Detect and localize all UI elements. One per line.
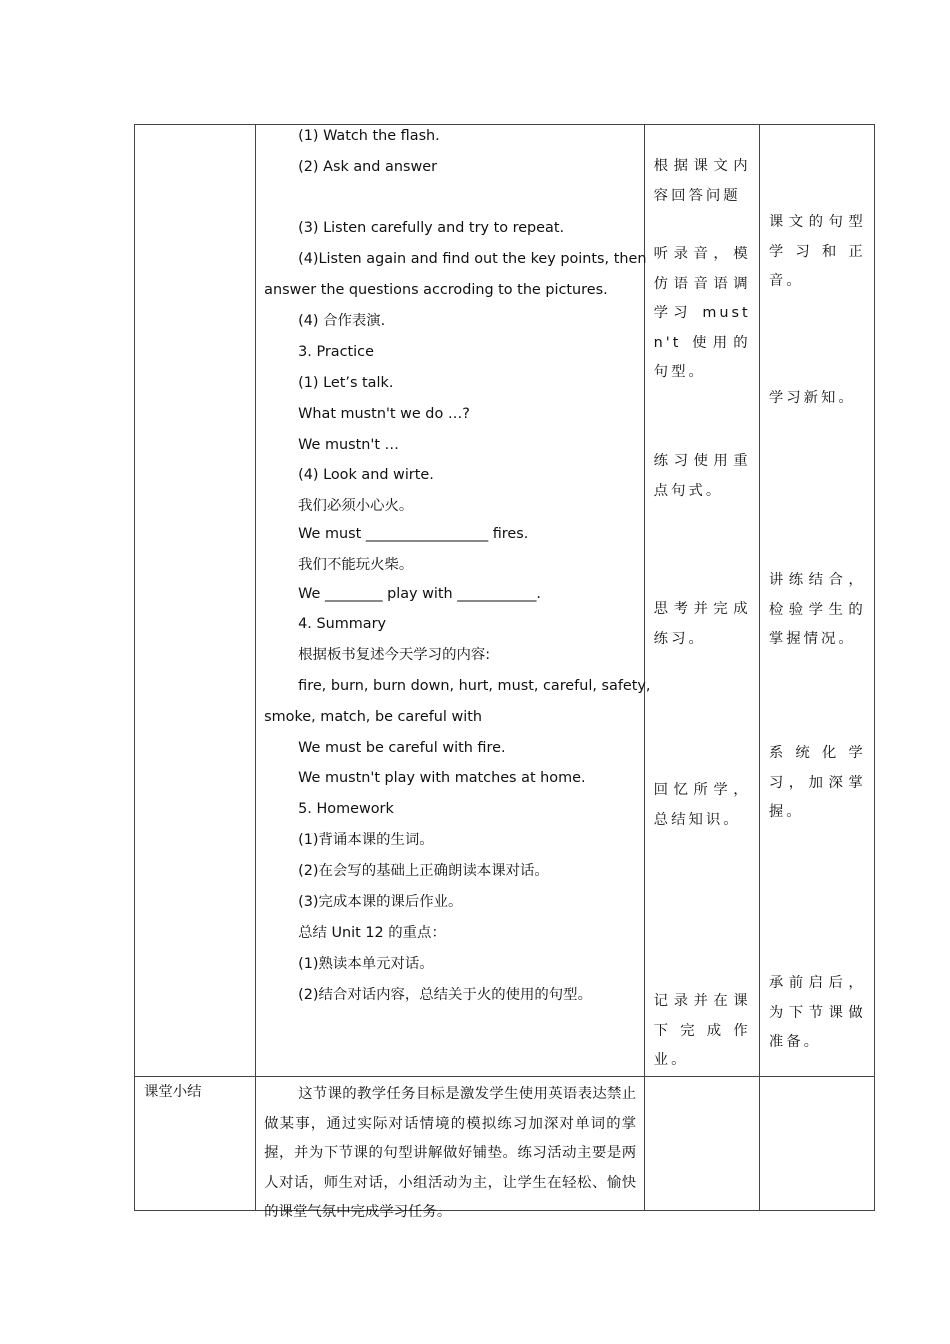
procedure-row [135,125,875,1077]
student-activity-4: 思考并完成练习。 [653,601,751,647]
summary-label-cell [135,1077,256,1211]
step-listen-again: (4)Listen again and find out the key points, then [298,251,647,267]
section-practice: 3. Practice [298,344,374,360]
step-lets-talk: (1) Let’s talk. [298,375,394,391]
summary-row [135,1077,875,1211]
student-activity-1: 根据课文内容回答问题 [653,158,751,204]
section-homework: 5. Homework [298,801,394,817]
unit-summary-title: 总结 Unit 12 的重点： [298,925,446,941]
student-activity-5: 回忆所学，总结知识。 [653,782,751,828]
student-activity-cell [644,125,759,1077]
step-role-play: (4) 合作表演. [298,313,386,329]
step-look-write: (4) Look and wirte. [298,467,434,483]
unit-summary-item-2: (2)结合对话内容，总结关于火的使用的句型。 [298,987,592,1003]
step-listen-repeat: (3) Listen carefully and try to repeat. [298,220,565,236]
section-summary: 4. Summary [298,616,387,632]
design-intent-5: 承前启后，为下节课做准备。 [768,975,866,1050]
summary-words-1: fire, burn, burn down, hurt, must, careful, safety, [298,678,651,694]
summary-sentence-2: We mustn't play with matches at home. [298,770,586,786]
student-activity-6: 记录并在课下完成作业。 [653,993,751,1068]
design-intent-cell [759,125,874,1077]
teaching-steps-cell [256,125,651,1077]
exercise-blank-2: We ________ play with ___________. [298,586,541,602]
homework-item-1: (1)背诵本课的生词。 [298,832,434,848]
step-listen-again-cont: answer the questions accroding to the pictures. [264,282,608,298]
summary-sentence-1: We must be careful with fire. [298,740,506,756]
summary-instruction: 根据板书复述今天学习的内容: [298,647,491,663]
homework-item-2: (2)在会写的基础上正确朗读本课对话。 [298,863,549,879]
student-activity-3: 练习使用重点句式。 [653,453,751,499]
summary-label: 课堂小结 [144,1084,202,1100]
example-question: What mustn't we do …? [298,406,470,422]
example-answer: We mustn't … [298,437,399,453]
homework-item-3: (3)完成本课的课后作业。 [298,894,463,910]
design-intent-4: 系统化学习，加深掌握。 [768,745,866,820]
lesson-plan-table [134,124,875,1221]
step-ask-answer: (2) Ask and answer [298,159,437,175]
summary-empty-cell-1 [644,1077,759,1211]
summary-words-2: smoke, match, be careful with [264,709,482,725]
unit-summary-item-1: (1)熟读本单元对话。 [298,956,434,972]
step-watch-flash: (1) Watch the flash. [298,128,440,144]
design-intent-1: 课文的句型学习和正音。 [768,214,866,289]
exercise-prompt-2: 我们不能玩火柴。 [298,557,414,573]
summary-paragraph: 这节课的教学任务目标是激发学生使用英语表达禁止做某事，通过实际对话情境的模拟练习加深对单词的掌握，并为下节课的句型讲解做好铺垫。练习活动主要是两人对话，师生对话，小组活动为主，让学生在轻松、愉快的课堂气氛中完成学习任务。 [264,1086,637,1221]
summary-text-cell [256,1077,645,1221]
student-activity-2: 听录音，模仿语音语调学习 mustn't 使用的句型。 [653,246,751,380]
exercise-blank-1: We must _________________ fires. [298,526,529,542]
exercise-prompt-1: 我们必须小心火。 [298,498,414,514]
stage-cell-empty [135,125,256,1077]
design-intent-2: 学习新知。 [768,390,856,406]
summary-empty-cell-2 [759,1077,874,1211]
design-intent-3: 讲练结合，检验学生的掌握情况。 [768,572,866,647]
